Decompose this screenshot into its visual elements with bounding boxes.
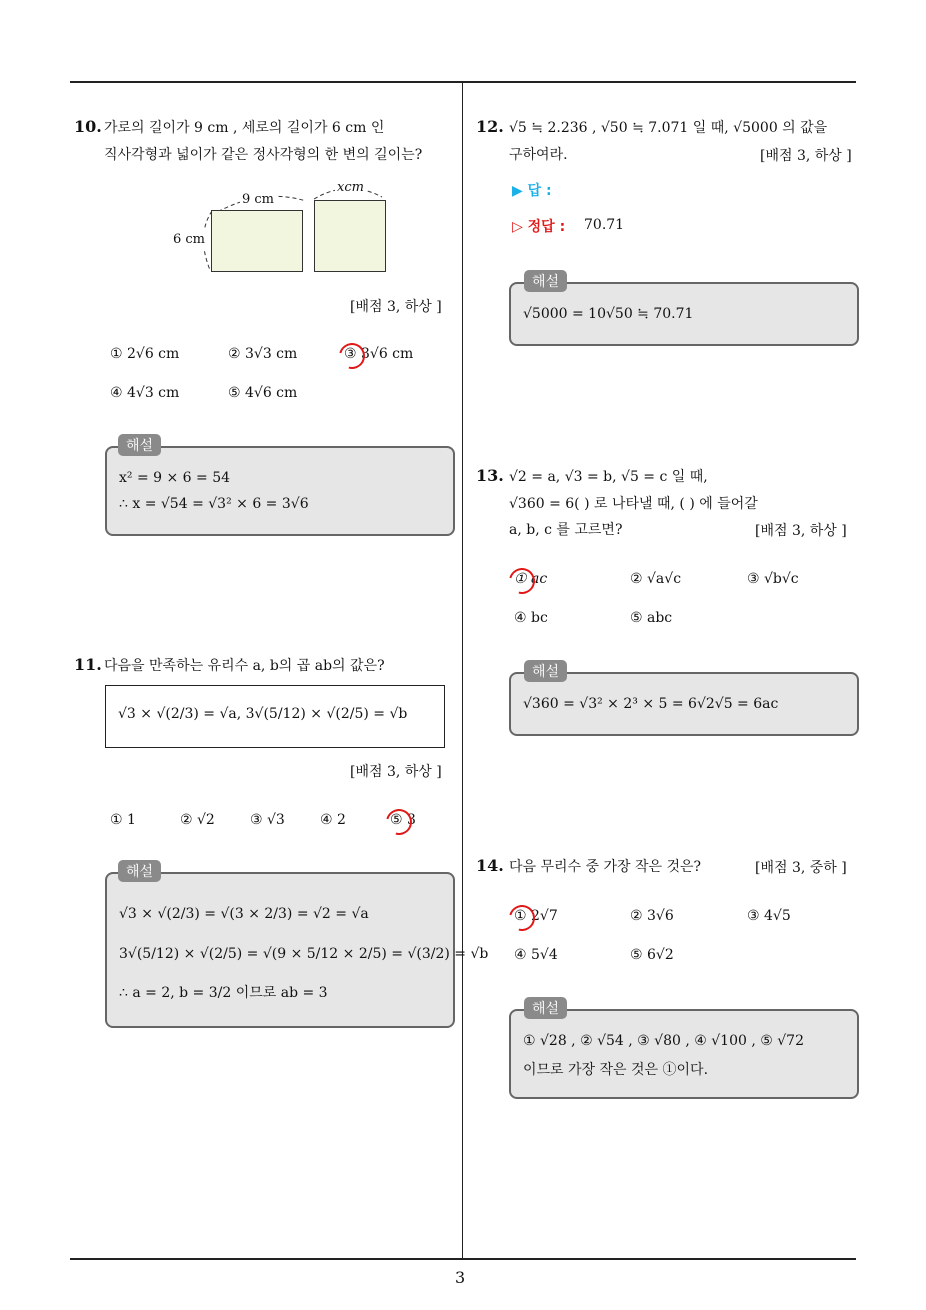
solution-tag: 해설 <box>118 434 161 456</box>
solution-tag: 해설 <box>524 660 567 682</box>
condition-box <box>105 685 445 748</box>
choice-2[interactable]: ② √2 <box>180 812 215 828</box>
correct-label: ▷ 정답 : <box>512 219 566 235</box>
score-label: [배점 3, 하상 ] <box>350 299 442 315</box>
choice-4[interactable]: ④ bc <box>514 610 548 626</box>
question-text-line1: √2 = a, √3 = b, √5 = c 일 때, <box>509 469 708 485</box>
score-label: [배점 3, 하상 ] <box>350 764 442 780</box>
solution-box <box>509 1009 859 1099</box>
choice-1[interactable]: ① ac <box>514 571 548 587</box>
question-text-line1: 가로의 길이가 9 cm , 세로의 길이가 6 cm 인 <box>104 120 385 136</box>
column-divider <box>462 83 463 1259</box>
solution-line1: √5000 = 10√50 ≒ 70.71 <box>523 306 694 322</box>
bottom-rule <box>70 1258 856 1260</box>
question-text-line2: 직사각형과 넓이가 같은 정사각형의 한 변의 길이는? <box>104 147 423 163</box>
question-text-line2: √360 = 6( ) 로 나타낼 때, ( ) 에 들어갈 <box>509 496 758 512</box>
question-text-line1: 다음 무리수 중 가장 작은 것은? <box>509 859 702 875</box>
score-label: [배점 3, 중하 ] <box>755 860 847 876</box>
question-number: 14. <box>476 856 504 875</box>
choice-5[interactable]: ⑤ 3 <box>390 812 416 828</box>
solution-line1: √360 = √3² × 2³ × 5 = 6√2√5 = 6ac <box>523 696 779 712</box>
condition-text: √3 × √(2/3) = √a, 3√(5/12) × √(2/5) = √b <box>118 706 408 722</box>
choice-3[interactable]: ③ √3 <box>250 812 285 828</box>
choice-3[interactable]: ③ √b√c <box>747 571 799 587</box>
solution-line1: √3 × √(2/3) = √(3 × 2/3) = √2 = √a <box>119 906 369 922</box>
page-number: 3 <box>455 1268 466 1287</box>
question-number: 11. <box>74 655 102 674</box>
question-text-line1: 다음을 만족하는 유리수 a, b의 곱 ab의 값은? <box>104 658 385 674</box>
solution-line3: ∴ a = 2, b = 3/2 이므로 ab = 3 <box>119 985 328 1001</box>
choice-5[interactable]: ⑤ 4√6 cm <box>228 385 298 401</box>
answer-label: ▶ 답 : <box>512 183 552 199</box>
correct-value: 70.71 <box>584 217 625 233</box>
question-number: 10. <box>74 117 102 136</box>
answer-mark-icon <box>504 900 540 936</box>
question-text-line3: a, b, c 를 고르면? <box>509 522 623 538</box>
choice-2[interactable]: ② 3√6 <box>630 908 674 924</box>
choice-2[interactable]: ② √a√c <box>630 571 682 587</box>
choice-4[interactable]: ④ 2 <box>320 812 346 828</box>
top-rule <box>70 81 856 83</box>
choice-2[interactable]: ② 3√3 cm <box>228 346 298 362</box>
question-text-line2: 구하여라. <box>509 147 568 163</box>
height-label: 6 cm <box>173 230 205 250</box>
rectangle-shape <box>211 210 303 272</box>
width-label: 9 cm <box>240 190 276 210</box>
solution-box <box>105 872 489 1028</box>
choice-3[interactable]: ③ 3√6 cm <box>344 346 414 362</box>
square-side-label: xcm <box>335 178 366 198</box>
question-text-line1: √5 ≒ 2.236 , √50 ≒ 7.071 일 때, √5000 의 값을 <box>509 120 828 136</box>
choice-1[interactable]: ① 1 <box>110 812 136 828</box>
choice-3[interactable]: ③ 4√5 <box>747 908 791 924</box>
choice-5[interactable]: ⑤ 6√2 <box>630 947 674 963</box>
choice-4[interactable]: ④ 5√4 <box>514 947 558 963</box>
solution-tag: 해설 <box>524 997 567 1019</box>
square-shape <box>314 200 386 272</box>
solution-line2: 이므로 가장 작은 것은 ①이다. <box>523 1062 709 1078</box>
solution-line2: 3√(5/12) × √(2/5) = √(9 × 5/12 × 2/5) = √(3/2) = √b <box>119 946 489 962</box>
question-number: 12. <box>476 117 504 136</box>
choice-5[interactable]: ⑤ abc <box>630 610 673 626</box>
answer-mark-icon <box>504 563 540 599</box>
choice-1[interactable]: ① 2√7 <box>514 908 558 924</box>
solution-tag: 해설 <box>524 270 567 292</box>
solution-line1: ① √28 , ② √54 , ③ √80 , ④ √100 , ⑤ √72 <box>523 1033 804 1049</box>
answer-mark-icon <box>334 338 370 374</box>
score-label: [배점 3, 하상 ] <box>755 523 847 539</box>
solution-line2: ∴ x = √54 = √3² × 6 = 3√6 <box>119 496 309 512</box>
answer-mark-icon <box>381 804 417 840</box>
choice-1[interactable]: ① 2√6 cm <box>110 346 180 362</box>
solution-line1: x² = 9 × 6 = 54 <box>119 470 231 486</box>
score-label: [배점 3, 하상 ] <box>760 148 852 164</box>
solution-tag: 해설 <box>118 860 161 882</box>
choice-4[interactable]: ④ 4√3 cm <box>110 385 180 401</box>
question-number: 13. <box>476 466 504 485</box>
solution-box <box>105 446 455 536</box>
